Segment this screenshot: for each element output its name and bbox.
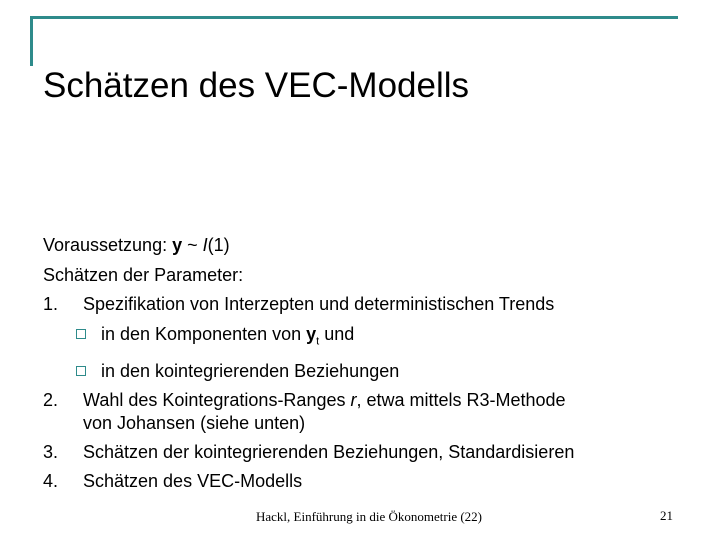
list-number: 3.	[43, 441, 59, 462]
sub-item-variable: y	[306, 323, 317, 344]
sub-item-1	[43, 320, 683, 357]
list-item-4	[43, 467, 683, 497]
assumption-order: I	[202, 235, 208, 255]
list-item-text: Spezifikation von Interzepten und deterministischen Trends	[83, 294, 555, 314]
list-number: 2.	[43, 390, 59, 411]
list-item-3	[43, 438, 683, 468]
list-item-1	[43, 290, 683, 320]
assumption-variable: y	[172, 235, 183, 255]
sub-item-text: in den kointegrierenden Beziehungen	[101, 360, 400, 381]
sub-item-text: in den Komponenten von	[101, 323, 307, 344]
frame-top-line	[30, 16, 678, 19]
list-item-text-after: , etwa mittels R3-Methode	[356, 390, 566, 411]
frame-left-line	[30, 16, 33, 66]
list-item-text: Wahl des Kointegrations-Ranges	[83, 390, 351, 411]
list-item-text: Schätzen des VEC-Modells	[83, 471, 303, 492]
list-item-2-continuation: von Johansen (siehe unten)	[83, 412, 306, 433]
sub-item-suffix: und	[319, 323, 355, 344]
sub-item-subscript: t	[316, 335, 320, 348]
footer-citation: Hackl, Einführung in die Ökonometrie (22)	[256, 509, 482, 524]
assumption-tilde: ~	[182, 235, 203, 255]
assumption-prefix: Voraussetzung:	[43, 235, 173, 255]
square-bullet-icon	[76, 329, 86, 339]
parameters-line: Schätzen der Parameter:	[43, 264, 244, 285]
list-number: 4.	[43, 471, 59, 492]
assumption-line	[43, 231, 683, 261]
sub-item-2	[43, 357, 683, 387]
assumption-suffix: (1)	[207, 235, 230, 255]
list-item-text: Schätzen der kointegrierenden Beziehungen, Standardisieren	[83, 441, 575, 462]
slide-title: Schätzen des VEC-Modells	[43, 66, 470, 105]
rank-variable: r	[350, 390, 357, 411]
page-number: 21	[660, 508, 673, 523]
slide-body	[43, 231, 683, 497]
list-number: 1.	[43, 294, 59, 314]
square-bullet-icon	[76, 366, 86, 376]
